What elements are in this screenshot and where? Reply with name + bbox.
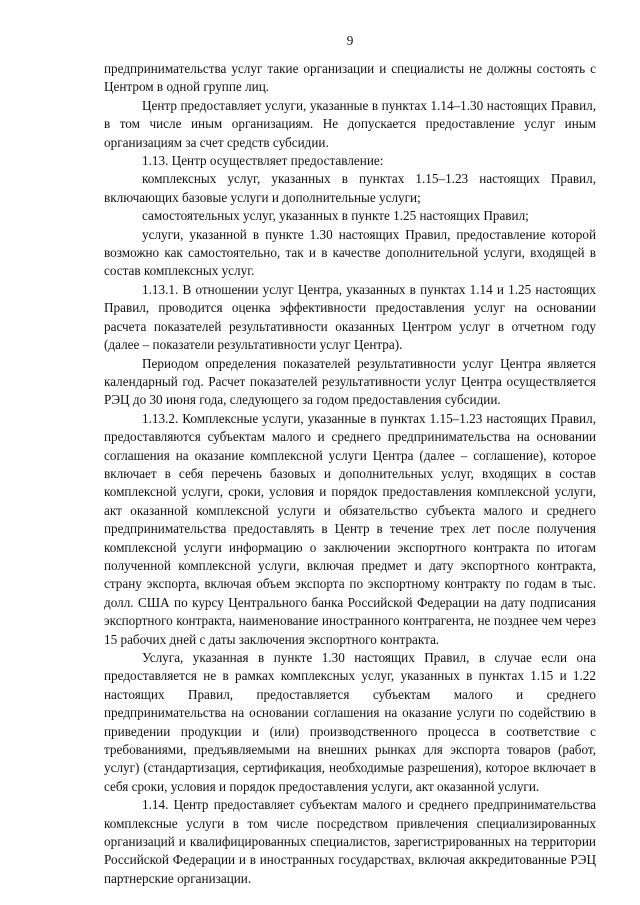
paragraph-1-13: 1.13. Центр осуществляет предоставление: (142, 153, 384, 169)
paragraph-1-13-complex: комплексных услуг, указанных в пунктах 1.15–1.23 настоящих Правил, включающих базовые услуги и дополнительные услуги; (104, 171, 596, 205)
paragraph-1-13-2: 1.13.2. Комплексные услуги, указанные в пунктах 1.15–1.23 настоящих Правил, предоставляются субъектам малого и среднего предпринимательства на основании соглашения на оказание комплексной услуги Центра (далее – соглашение), которое включает в себя перечень базовых и дополнительных услуг, входящих в состав комплексной услуги, сроки, условия и порядок предоставления комплексной услуги, акт оказанной комплексной услуги и обязательство субъекта малого и среднего предпринимательства предоставлять в Центр в течение трех лет после получения комплексной услуги информацию о заключении экспортного контракта по итогам полученной комплексной услуги, включая предмет и дату экспортного контракта, страну экспорта, включая объем экспорта по экспортному контракту по годам в тыс. долл. США по курсу Центрального банка Российской Федерации на дату подписания экспортного контракта, наименование иностранного контрагента, не позднее чем через 15 рабочих дней с даты заключения экспортного контракта. (104, 410, 596, 647)
document-body (104, 60, 596, 888)
paragraph-subsidy-services: Центр предоставляет услуги, указанные в пунктах 1.14–1.30 настоящих Правил, в том числе иным организациям. Не допускается предоставление услуг иным организациям за счет средств субсидии. (104, 97, 596, 150)
paragraph-1-13-service-1-30: услуги, указанной в пункте 1.30 настоящих Правил, предоставление которой возможно как самостоятельно, так и в качестве дополнительной услуги, входящей в состав комплексных услуг. (104, 226, 596, 279)
paragraph-1-13-standalone: самостоятельных услуг, указанных в пункте 1.25 настоящих Правил; (142, 208, 529, 224)
paragraph-1-14: 1.14. Центр предоставляет субъектам малого и среднего предпринимательства комплексные услуги в том числе посредством привлечения специализированных организаций и квалифицированных специалистов, зарегистрированных на территории Российской Федерации и в иностранных государствах, включая аккредитованные РЭЦ партнерские организации. (104, 797, 596, 886)
paragraph-service-1-30: Услуга, указанная в пункте 1.30 настоящих Правил, в случае если она предоставляется не в рамках комплексных услуг, указанных в пунктах 1.15 и 1.22 настоящих Правил, предоставляется субъектам малого и среднего предпринимательства на основании соглашения на оказание услуги по содействию в приведении продукции и (или) производственного процесса в соответствие с требованиями, предъявляемыми на внешних рынках для экспорта товаров (работ, услуг) (стандартизация, сертификация, необходимые разрешения), которое включает в себя сроки, условия и порядок предоставления услуги, акт оказанной услуги. (104, 650, 596, 794)
paragraph-1-13-1: 1.13.1. В отношении услуг Центра, указанных в пунктах 1.14 и 1.25 настоящих Правил, проводится оценка эффективности предоставления услуг на основании расчета показателей результативности оказанных Центром услуг в отчетном году (далее – показатели результативности услуг Центра). (104, 281, 596, 353)
paragraph-continuation: предпринимательства услуг такие организации и специалисты не должны состоять с Центром в одной группе лиц. (104, 61, 596, 95)
document-page (104, 32, 596, 888)
page-number: 9 (346, 33, 354, 48)
paragraph-1-13-1-period: Периодом определения показателей результативности услуг Центра является календарный год. Расчет показателей результативности услуг Центра осуществляется РЭЦ до 30 июня года, следующего за годом предоставления субсидии. (104, 355, 596, 408)
